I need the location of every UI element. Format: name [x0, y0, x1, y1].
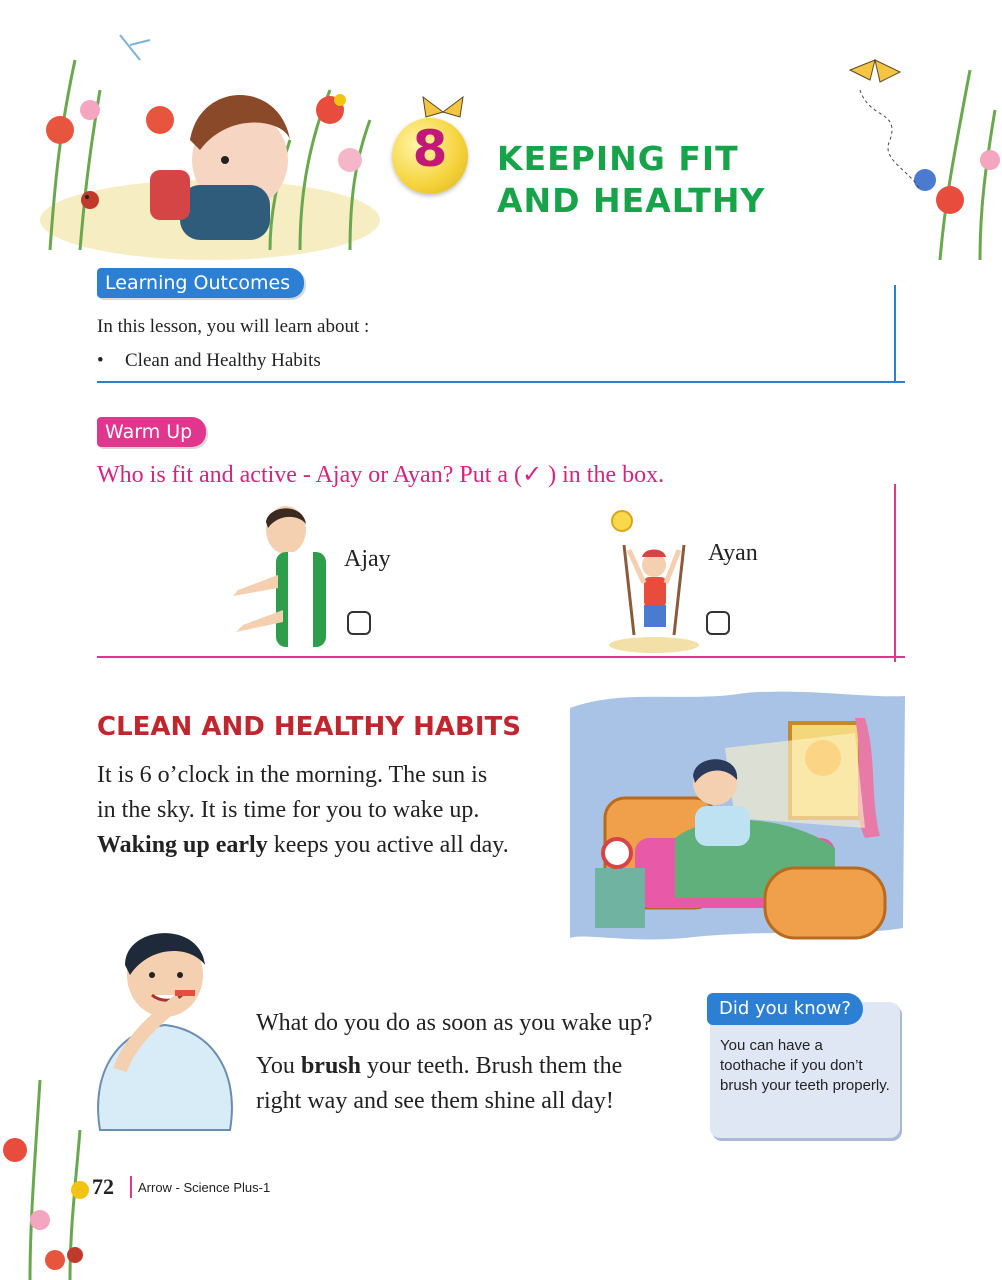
learning-outcome-item: [97, 350, 321, 372]
did-you-know-tag: Did you know?: [707, 993, 863, 1025]
warm-up-question: Who is fit and active - Ajay or Ayan? Put a (✓ ) in the box.: [97, 462, 665, 488]
ajay-illustration: [228, 500, 338, 650]
header-girl-illustration: [30, 20, 390, 260]
chapter-title-line2: AND HEALTHY: [497, 181, 766, 220]
bedroom-illustration: [565, 688, 910, 948]
para2-line1: What do you do as soon as you wake up?: [256, 1010, 653, 1036]
checkbox-ayan[interactable]: [706, 611, 730, 635]
para2-bold: brush: [300, 1053, 361, 1079]
para2-line2: [256, 1049, 696, 1084]
section-heading: CLEAN AND HEALTHY HABITS: [97, 712, 521, 742]
learning-outcomes-right-border: [894, 285, 896, 383]
header-flowers-illustration: [830, 50, 1002, 260]
para1-line3: [97, 828, 557, 863]
footer-book-title: Arrow - Science Plus-1: [138, 1180, 271, 1195]
checkbox-ajay[interactable]: [347, 611, 371, 635]
para1-line1: It is 6 o’clock in the morning. The sun is: [97, 762, 488, 788]
warm-up-tag: Warm Up: [97, 417, 206, 447]
para1-line2: in the sky. It is time for you to wake up.: [97, 797, 480, 823]
paragraph-wake-up: [97, 758, 557, 863]
para1-bold: Waking up early: [97, 832, 268, 858]
learning-outcomes-intro: In this lesson, you will learn about :: [97, 316, 370, 337]
did-you-know-text: You can have a toothache if you don’t brush your teeth properly.: [720, 1037, 890, 1094]
para2-post: your teeth. Brush them the: [360, 1053, 623, 1079]
warm-up-right-border: [894, 484, 896, 662]
choice-ajay-label: Ajay: [344, 546, 391, 572]
chapter-title: [497, 138, 827, 222]
footer-divider: [130, 1176, 132, 1198]
chapter-title-line1: KEEPING FIT: [497, 139, 739, 178]
learning-outcome-item-text: Clean and Healthy Habits: [125, 350, 321, 371]
ayan-illustration: [604, 505, 704, 653]
warm-up-bottom-border: [97, 656, 905, 658]
chapter-number: 8: [412, 120, 448, 178]
bullet: •: [97, 350, 104, 371]
para1-rest: keeps you active all day.: [267, 832, 509, 858]
para2-pre: You: [256, 1053, 301, 1079]
choice-ayan-label: Ayan: [708, 540, 758, 566]
learning-outcomes-bottom-border: [97, 381, 905, 383]
page-number: 72: [92, 1174, 114, 1199]
para2-line3: right way and see them shine all day!: [256, 1088, 614, 1114]
paragraph-brush: [256, 1006, 696, 1119]
learning-outcomes-tag: Learning Outcomes: [97, 268, 304, 298]
